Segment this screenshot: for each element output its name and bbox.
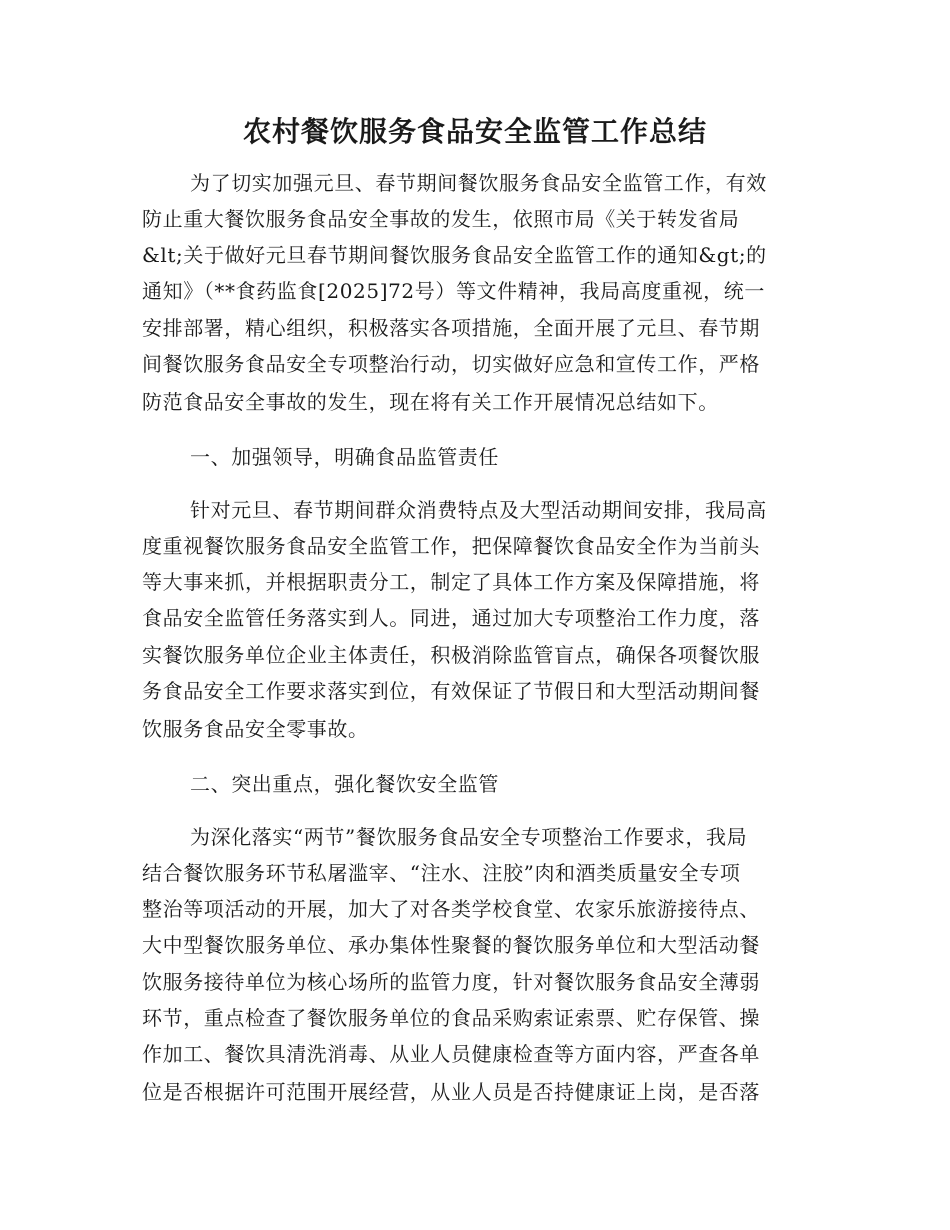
paragraph-line: &lt;关于做好元旦春节期间餐饮服务食品安全监管工作的通知&gt;的: [142, 243, 767, 267]
document-title: 农村餐饮服务食品安全监管工作总结: [242, 115, 707, 148]
paragraph-line: 针对元旦、春节期间群众消费特点及大型活动期间安排，我局高: [190, 498, 767, 522]
paragraph-line: 防止重大餐饮服务食品安全事故的发生，依照市局《关于转发省局: [142, 207, 740, 231]
paragraph-line: 间餐饮服务食品安全专项整治行动，切实做好应急和宣传工作，严格: [142, 352, 760, 376]
paragraph-line: 防范食品安全事故的发生，现在将有关工作开展情况总结如下。: [142, 390, 719, 414]
paragraph-line: 为了切实加强元旦、春节期间餐饮服务食品安全监管工作，有效: [190, 171, 767, 195]
paragraph-line: 安排部署，精心组织，积极落实各项措施，全面开展了元旦、春节期: [142, 316, 760, 340]
paragraph-line: 位是否根据许可范围开展经营，从业人员是否持健康证上岗，是否落: [142, 1080, 760, 1104]
section-heading: 一、加强领导，明确食品监管责任: [190, 445, 499, 469]
paragraph-line: 食品安全监管任务落实到人。同进，通过加大专项整治工作力度，落: [142, 606, 760, 630]
paragraph-line: 大中型餐饮服务单位、承办集体性聚餐的餐饮服务单位和大型活动餐: [142, 933, 760, 957]
section-heading: 二、突出重点，强化餐饮安全监管: [190, 772, 499, 796]
paragraph-line: 环节，重点检查了餐饮服务单位的食品采购索证索票、贮存保管、操: [142, 1006, 760, 1030]
paragraph-line: 度重视餐饮服务食品安全监管工作，把保障餐饮食品安全作为当前头: [142, 534, 760, 558]
paragraph-line: 作加工、餐饮具清洗消毒、从业人员健康检查等方面内容，严查各单: [142, 1042, 760, 1066]
paragraph-line: 饮服务接待单位为核心场所的监管力度，针对餐饮服务食品安全薄弱: [142, 970, 760, 994]
paragraph-line: 饮服务食品安全零事故。: [142, 717, 369, 741]
paragraph-line: 为深化落实“两节”餐饮服务食品安全专项整治工作要求，我局: [190, 825, 748, 849]
paragraph-line: 整治等项活动的开展，加大了对各类学校食堂、农家乐旅游接待点、: [142, 897, 760, 921]
paragraph-line: 结合餐饮服务环节私屠滥宰、“注水、注胶”肉和酒类质量安全专项: [142, 861, 741, 885]
paragraph-line: 实餐饮服务单位企业主体责任，积极消除监管盲点，确保各项餐饮服: [142, 643, 760, 667]
paragraph-line: 通知》（**食药监食[2025]72号）等文件精神，我局高度重视，统一: [142, 279, 765, 303]
paragraph-line: 务食品安全工作要求落实到位，有效保证了节假日和大型活动期间餐: [142, 679, 760, 703]
paragraph-line: 等大事来抓，并根据职责分工，制定了具体工作方案及保障措施，将: [142, 570, 760, 594]
